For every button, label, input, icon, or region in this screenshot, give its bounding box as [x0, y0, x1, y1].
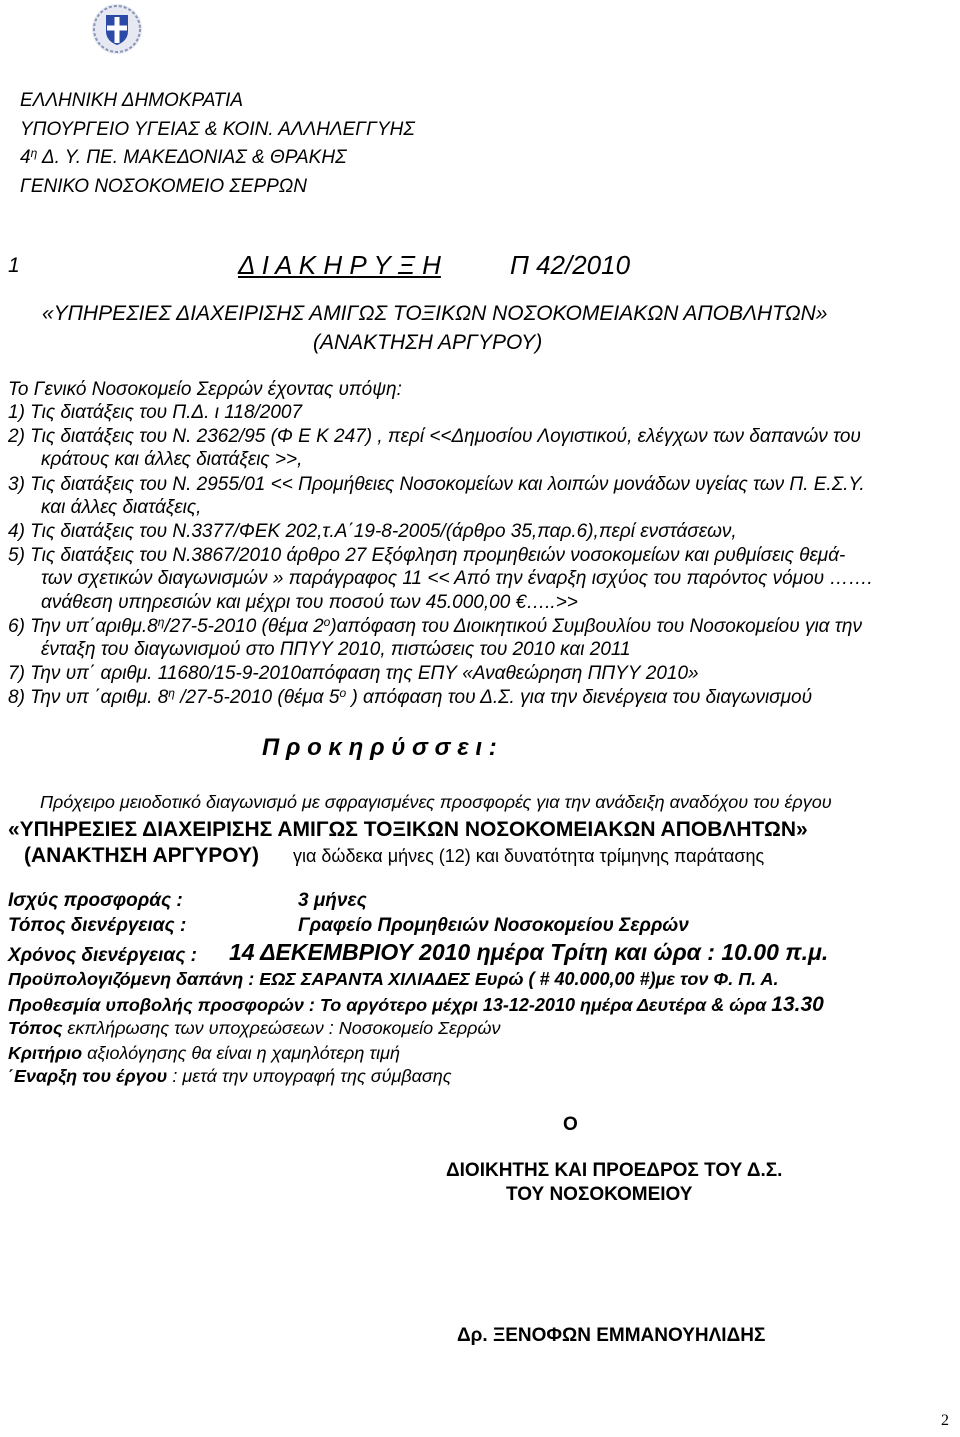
tender-description: Πρόχειρο μειοδοτικό διαγωνισμό με σφραγισμένες προσφορές για την ανάδειξη αναδόχου του έργου — [40, 792, 832, 812]
tender-service: «ΥΠΗΡΕΣΙΕΣ ΔΙΑΧΕΙΡΙΣΗΣ ΑΜΙΓΩΣ ΤΟΞΙΚΩΝ ΝΟΣΟΚΟΜΕΙΑΚΩΝ ΑΠΟΒΛΗΤΩΝ» — [8, 818, 808, 841]
budget: Προϋπολογιζόμενη δαπάνη : ΕΩΣ ΣΑΡΑΝΤΑ ΧΙΛΙΑΔΕΣ Ευρώ ( # 40.000,00 #)με τον Φ. Π. Α. — [8, 969, 779, 989]
consideration-2-cont: κράτους και άλλες διατάξεις >>, — [41, 449, 303, 470]
consideration-6: 6) Την $\upsilon\pi΄\alpha\rho\iota\theta\mu.8^\eta/27-5-2010$ (θέμα $2^o)\alpha\pi ό\varphi\alpha\sigma\eta$ του Διοικητικού Συμβουλίου του Νοσοκομείου για την — [8, 615, 862, 637]
announcement-number: 1 — [8, 254, 20, 277]
consideration-5-cont2: ανάθεση υπηρεσιών και μέχρι του ποσού των 45.000,00 €…..>> — [41, 592, 578, 613]
announcement-title: Δ Ι Α Κ Η Ρ Υ Ξ Η — [238, 250, 441, 280]
announcement-subject-sub: (ΑΝΑΚΤΗΣΗ ΑΡΓΥΡΟΥ) — [313, 331, 543, 354]
announcement-subject: «ΥΠΗΡΕΣΙΕΣ ΔΙΑΧΕΙΡΙΣΗΣ ΑΜΙΓΩΣ ΤΟΞΙΚΩΝ ΝΟΣΟΚΟΜΕΙΑΚΩΝ ΑΠΟΒΛΗΤΩΝ» — [42, 302, 828, 325]
consideration-8: 8) Την υπ ΄αριθμ. $8^\eta$ /27-5-2010 (θέμα $5^o$ ) απόφαση του Δ.Σ. για την διενέργεια του διαγωνισμού — [8, 686, 813, 708]
project-start: ΄Εναρξη του έργου : μετά την υπογραφή της σύμβασης — [8, 1066, 452, 1086]
deadline: Προθεσμία υποβολής προσφορών : Το αργότερο μέχρι 13-12-2010 ημέρα Δευτέρα & ώρα 13.30 — [8, 993, 824, 1016]
consideration-2: 2) Τις διατάξεις του Ν. 2362/95 (Φ Ε Κ 247) , περί <<Δημοσίου Λογιστικού, ελέγχων των δαπανών του — [8, 426, 861, 447]
consideration-7: 7) Την υπ΄ αριθμ. 11680/15-9-2010απόφαση της ΕΠΥ «Αναθεώρηση ΠΠΥΥ 2010» — [8, 663, 699, 684]
signature-name: Δρ. ΞΕΝΟΦΩΝ ΕΜΜΑΝΟΥΗΛΙΔΗΣ — [457, 1325, 766, 1346]
consideration-6-cont: ένταξη του διαγωνισμού στο ΠΠΥΥ 2010, πιστώσεις του 2010 και 2011 — [41, 639, 631, 660]
consideration-4: 4) Τις διατάξεις του Ν.3377/ΦΕΚ 202,τ.Α΄19-8-2005/(άρθρο 35,παρ.6),περί ενστάσεων, — [8, 521, 737, 542]
considerations-intro: Το Γενικό Νοσοκομείο Σερρών έχοντας υπόψη: — [8, 379, 402, 400]
place-label: Τόπος διενέργειας : — [8, 915, 187, 936]
signature-o: Ο — [563, 1114, 578, 1135]
time-label: Χρόνος διενέργειας : — [8, 945, 197, 966]
tender-duration: για δώδεκα μήνες (12) και δυνατότητα τρίμηνης παράτασης — [293, 846, 765, 866]
obligations-place: Τόπος εκπλήρωσης των υποχρεώσεων : Νοσοκομείο Σερρών — [8, 1018, 501, 1038]
header-hospital: ΓΕΝΙΚΟ ΝΟΣΟΚΟΜΕΙΟ ΣΕΡΡΩΝ — [20, 176, 307, 197]
signature-title-sub: ΤΟΥ ΝΟΣΟΚΟΜΕΙΟΥ — [506, 1184, 693, 1205]
consideration-5-cont: των σχετικών διαγωνισμών » παράγραφος 11 << Από την έναρξη ισχύος του παρόντος νόμου ……. — [41, 568, 873, 589]
header-region: $4^\eta$ Δ. Υ. ΠΕ. ΜΑΚΕΔΟΝΙΑΣ & ΘΡΑΚΗΣ — [20, 146, 347, 168]
criterion: Κριτήριο αξιολόγησης θα είναι η χαμηλότερη τιμή — [8, 1043, 400, 1063]
signature-title: ΔΙΟΙΚΗΤΗΣ ΚΑΙ ΠΡΟΕΔΡΟΣ ΤΟΥ Δ.Σ. — [446, 1160, 783, 1181]
tender-service-sub: (ΑΝΑΚΤΗΣΗ ΑΡΓΥΡΟΥ) — [24, 844, 260, 867]
proclaims-heading: Π ρ ο κ η ρ ύ σ σ ε ι : — [262, 734, 497, 761]
announcement-code: Π 42/2010 — [510, 250, 631, 280]
header-ministry: ΥΠΟΥΡΓΕΙΟ ΥΓΕΙΑΣ & ΚΟΙΝ. ΑΛΛΗΛΕΓΓΥΗΣ — [20, 119, 415, 140]
consideration-3-cont: και άλλες διατάξεις, — [41, 497, 202, 518]
consideration-3: 3) Τις διατάξεις του Ν. 2955/01 << Προμήθειες Νοσοκομείων και λοιπών μονάδων υγείας των Π. Ε.Σ.Υ. — [8, 474, 865, 495]
greek-emblem-logo — [91, 3, 143, 55]
header-republic: ΕΛΛΗΝΙΚΗ ΔΗΜΟΚΡΑΤΙΑ — [20, 90, 244, 111]
page-number: 2 — [941, 1412, 949, 1429]
validity-label: Ισχύς προσφοράς : — [8, 890, 183, 911]
validity-value: 3 μήνες — [298, 890, 367, 911]
consideration-5: 5) Τις διατάξεις του Ν.3867/2010 άρθρο 27 Εξόφληση προμηθειών νοσοκομείων και ρυθμίσεις θεμά- — [8, 545, 846, 566]
consideration-1: 1) Τις διατάξεις του Π.Δ. ι 118/2007 — [8, 402, 303, 423]
place-value: Γραφείο Προμηθειών Νοσοκομείου Σερρών — [298, 915, 689, 936]
time-value: 14 ΔΕΚΕΜΒΡΙΟΥ 2010 ημέρα Τρίτη και ώρα : 10.00 π.μ. — [229, 939, 829, 965]
